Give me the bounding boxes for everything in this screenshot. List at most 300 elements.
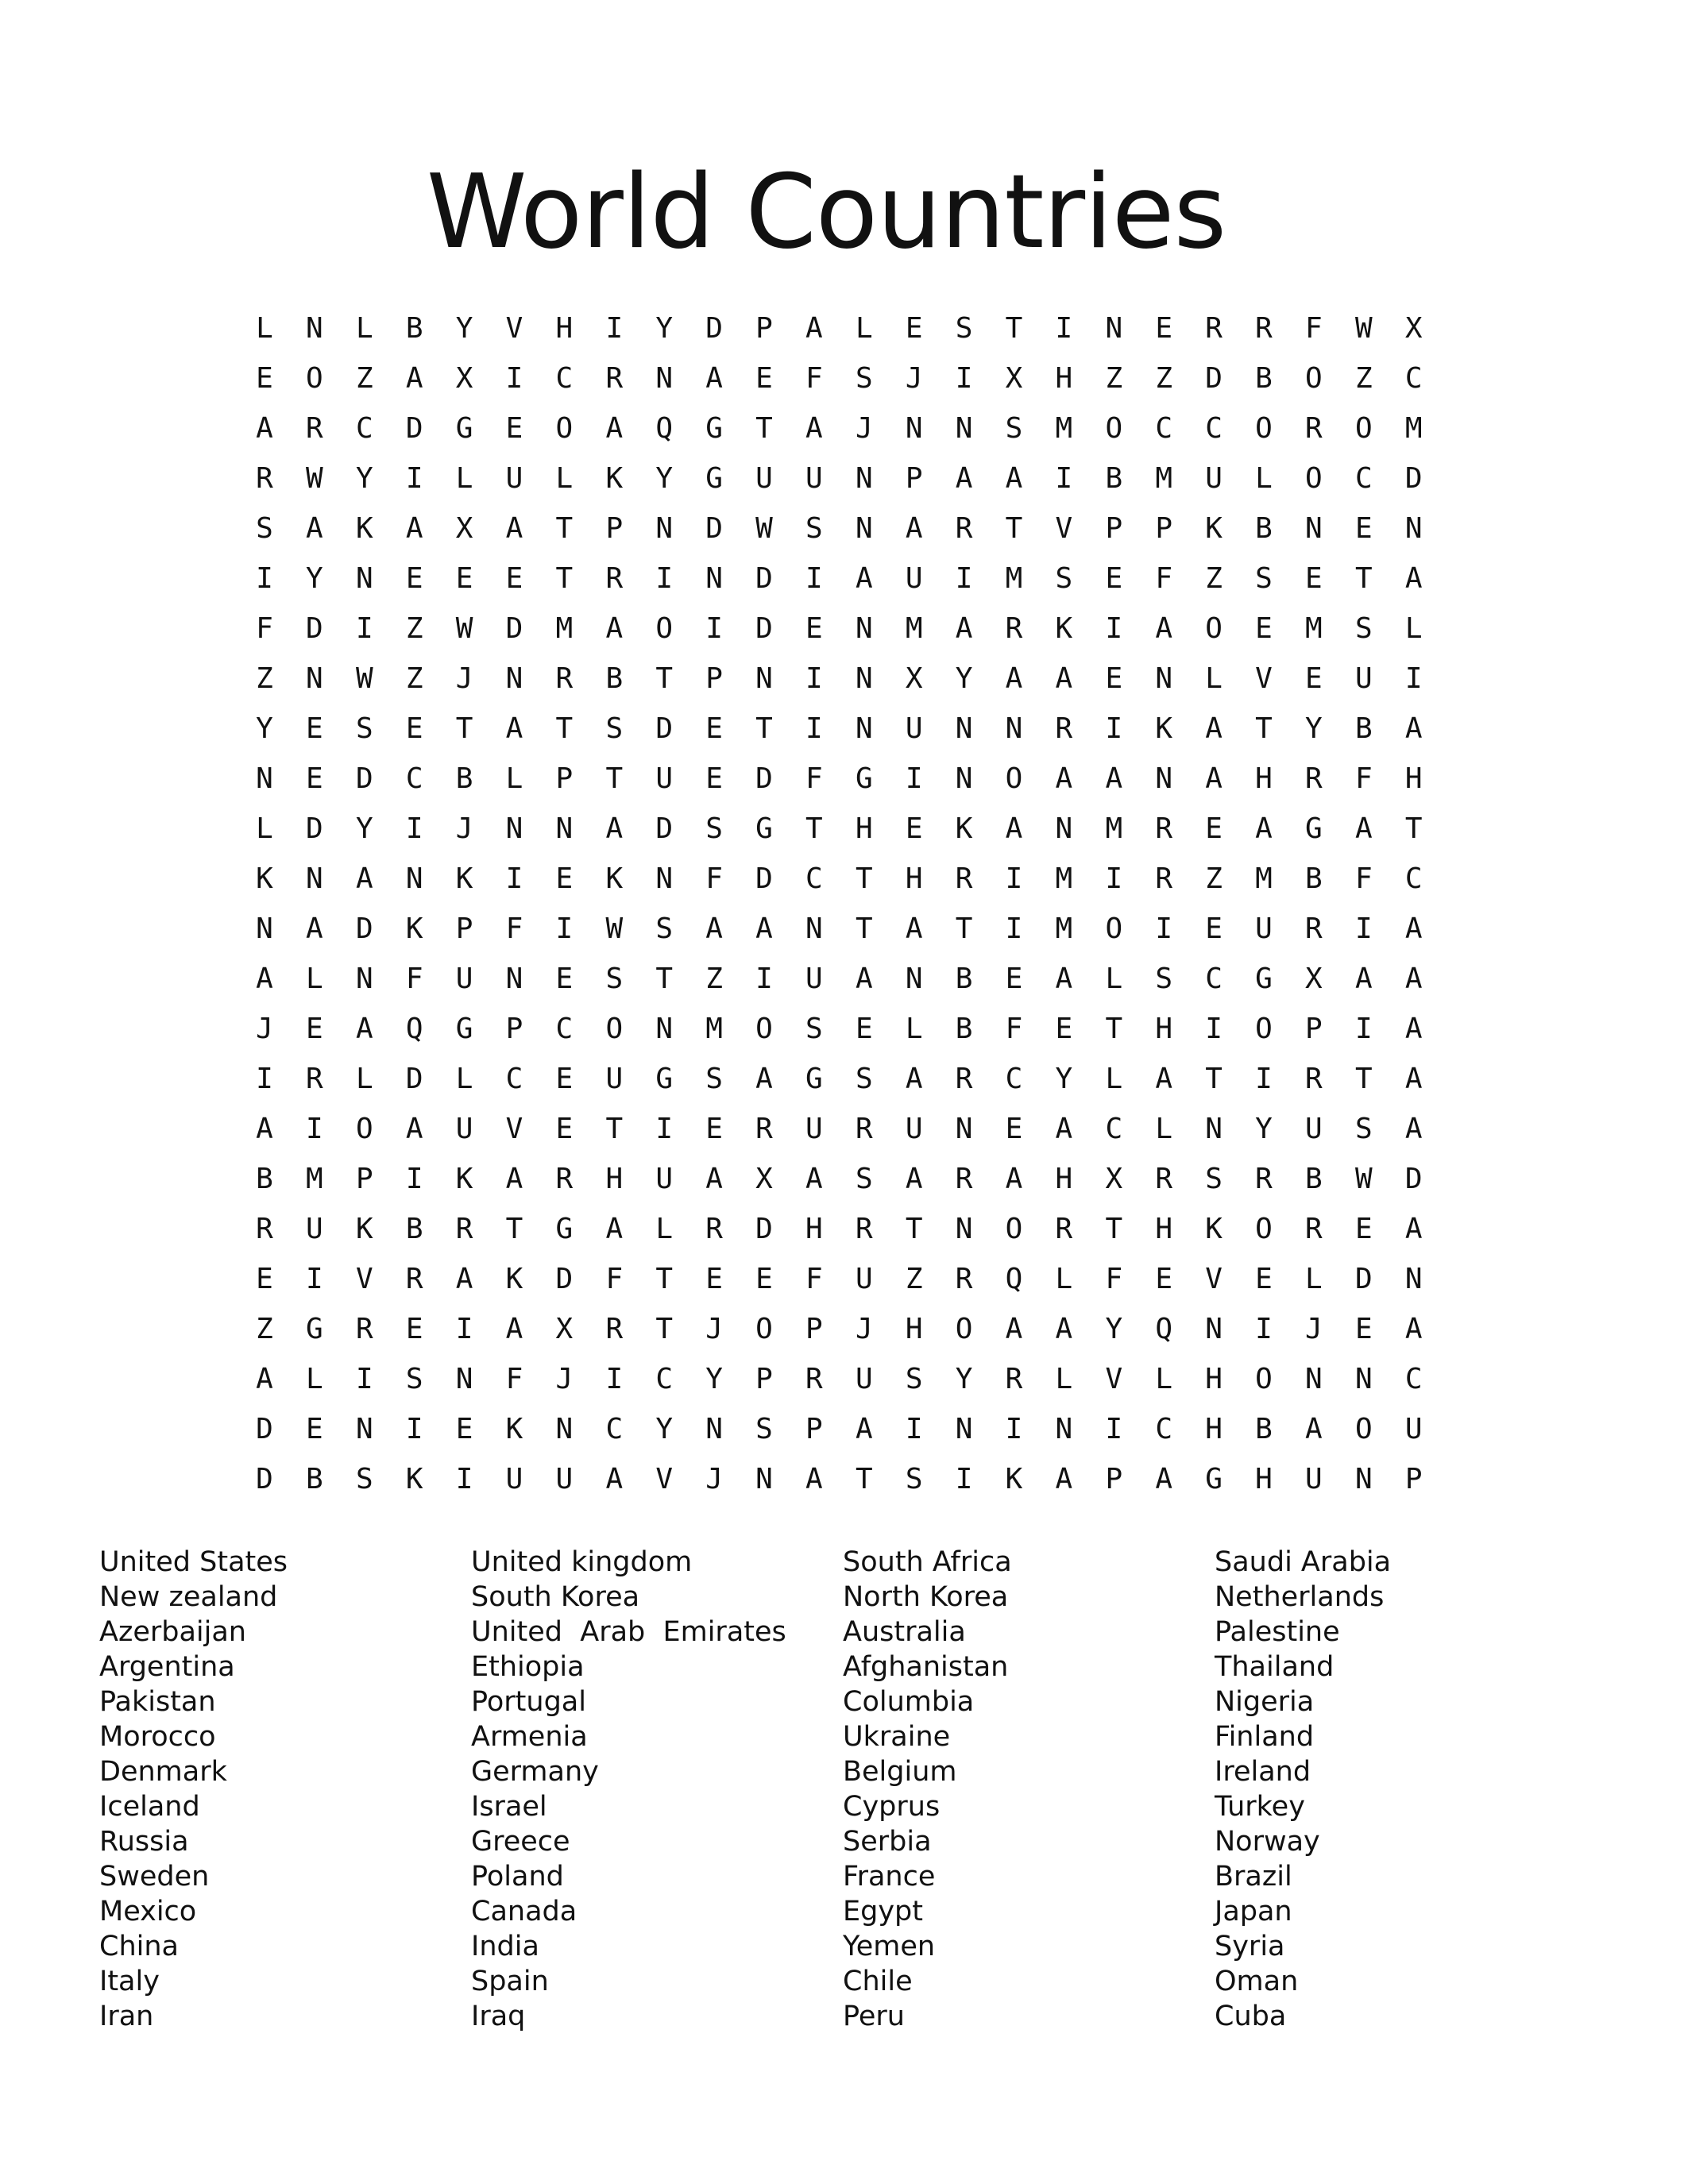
grid-letter[interactable]: I [1105,612,1123,645]
grid-letter[interactable]: U [805,963,823,995]
grid-letter[interactable]: E [1305,662,1323,695]
grid-letter[interactable]: W [1354,1163,1373,1195]
grid-letter[interactable]: U [805,462,823,495]
grid-letter[interactable]: N [555,812,574,845]
grid-letter[interactable]: E [405,712,423,745]
grid-letter[interactable]: C [1155,1413,1173,1445]
grid-letter[interactable]: T [1255,712,1273,745]
grid-letter[interactable]: A [1305,1413,1323,1445]
grid-letter[interactable]: L [1155,1113,1173,1145]
grid-letter[interactable]: J [855,1313,873,1345]
grid-letter[interactable]: D [306,612,323,645]
grid-letter[interactable]: S [1155,963,1173,995]
grid-letter[interactable]: F [405,963,423,995]
grid-letter[interactable]: E [1354,1313,1373,1345]
grid-letter[interactable]: D [355,762,373,795]
grid-letter[interactable]: P [455,913,473,945]
grid-letter[interactable]: Y [1055,1063,1073,1095]
grid-letter[interactable]: B [1105,462,1123,495]
grid-letter[interactable]: E [1105,662,1123,695]
grid-letter[interactable]: W [306,462,323,495]
grid-letter[interactable]: N [705,562,723,595]
grid-letter[interactable]: M [1055,412,1073,445]
grid-letter[interactable]: A [1055,762,1073,795]
grid-letter[interactable]: P [755,1363,773,1395]
grid-letter[interactable]: G [705,462,723,495]
grid-letter[interactable]: E [705,1113,723,1145]
grid-letter[interactable]: L [1255,462,1273,495]
grid-letter[interactable]: N [1155,762,1173,795]
grid-letter[interactable]: E [306,1013,323,1045]
grid-letter[interactable]: N [256,913,273,945]
grid-letter[interactable]: Y [355,462,373,495]
grid-letter[interactable]: L [455,462,473,495]
grid-letter[interactable]: I [705,612,723,645]
grid-letter[interactable]: W [605,913,624,945]
grid-letter[interactable]: C [1105,1113,1123,1145]
grid-letter[interactable]: U [455,1113,473,1145]
grid-letter[interactable]: E [1105,562,1123,595]
grid-letter[interactable]: B [405,1213,423,1245]
grid-letter[interactable]: I [1354,1013,1373,1045]
grid-letter[interactable]: C [355,412,373,445]
grid-letter[interactable]: K [1005,1463,1023,1495]
grid-letter[interactable]: K [405,1463,423,1495]
grid-letter[interactable]: L [306,963,323,995]
grid-letter[interactable]: N [655,862,674,895]
grid-letter[interactable]: A [1155,1463,1173,1495]
grid-letter[interactable]: I [605,1363,624,1395]
grid-letter[interactable]: T [855,862,873,895]
grid-letter[interactable]: D [755,762,773,795]
grid-letter[interactable]: A [1005,812,1023,845]
grid-letter[interactable]: N [306,862,323,895]
grid-letter[interactable]: J [555,1363,574,1395]
grid-letter[interactable]: E [1354,1213,1373,1245]
grid-letter[interactable]: T [1005,512,1023,545]
grid-letter[interactable]: A [405,1113,423,1145]
grid-letter[interactable]: A [1354,812,1373,845]
grid-letter[interactable]: A [455,1263,473,1295]
grid-letter[interactable]: T [605,1113,624,1145]
grid-letter[interactable]: E [855,1013,873,1045]
grid-letter[interactable]: A [1055,1463,1073,1495]
grid-letter[interactable]: A [855,562,873,595]
grid-letter[interactable]: Y [455,312,473,345]
grid-letter[interactable]: N [355,963,373,995]
grid-letter[interactable]: M [306,1163,323,1195]
grid-letter[interactable]: H [1255,1463,1273,1495]
grid-letter[interactable]: S [755,1413,773,1445]
grid-letter[interactable]: J [1305,1313,1323,1345]
grid-letter[interactable]: L [855,312,873,345]
grid-letter[interactable]: J [455,662,473,695]
grid-letter[interactable]: U [1404,1413,1423,1445]
grid-letter[interactable]: A [1205,712,1223,745]
grid-letter[interactable]: E [905,812,923,845]
grid-letter[interactable]: O [1255,1363,1273,1395]
grid-letter[interactable]: N [955,762,973,795]
grid-letter[interactable]: I [505,362,523,395]
grid-letter[interactable]: E [455,1413,473,1445]
grid-letter[interactable]: T [555,562,574,595]
grid-letter[interactable]: D [1205,362,1223,395]
grid-letter[interactable]: N [655,512,674,545]
grid-letter[interactable]: U [1354,662,1373,695]
grid-letter[interactable]: K [605,862,624,895]
grid-letter[interactable]: I [905,762,923,795]
grid-letter[interactable]: L [1305,1263,1323,1295]
grid-letter[interactable]: N [1305,1363,1323,1395]
grid-letter[interactable]: T [555,712,574,745]
grid-letter[interactable]: C [1155,412,1173,445]
grid-letter[interactable]: P [755,312,773,345]
grid-letter[interactable]: B [955,963,973,995]
grid-letter[interactable]: S [256,512,273,545]
grid-letter[interactable]: T [1354,1063,1373,1095]
grid-letter[interactable]: R [805,1363,823,1395]
grid-letter[interactable]: S [705,1063,723,1095]
grid-letter[interactable]: C [605,1413,624,1445]
grid-letter[interactable]: K [605,462,624,495]
grid-letter[interactable]: R [1305,762,1323,795]
grid-letter[interactable]: R [455,1213,473,1245]
grid-letter[interactable]: R [355,1313,373,1345]
grid-letter[interactable]: V [1055,512,1073,545]
grid-letter[interactable]: S [955,312,973,345]
grid-letter[interactable]: U [655,1163,674,1195]
grid-letter[interactable]: D [405,412,423,445]
grid-letter[interactable]: S [655,913,674,945]
grid-letter[interactable]: O [655,612,674,645]
grid-letter[interactable]: O [1305,362,1323,395]
grid-letter[interactable]: I [805,662,823,695]
grid-letter[interactable]: S [1354,1113,1373,1145]
grid-letter[interactable]: E [1354,512,1373,545]
grid-letter[interactable]: E [256,362,273,395]
grid-letter[interactable]: R [1005,612,1023,645]
grid-letter[interactable]: G [1255,963,1273,995]
grid-letter[interactable]: P [1404,1463,1423,1495]
grid-letter[interactable]: F [1005,1013,1023,1045]
grid-letter[interactable]: N [355,562,373,595]
grid-letter[interactable]: S [1005,412,1023,445]
grid-letter[interactable]: K [256,862,273,895]
grid-letter[interactable]: E [1005,1113,1023,1145]
grid-letter[interactable]: B [955,1013,973,1045]
grid-letter[interactable]: A [256,1363,273,1395]
grid-letter[interactable]: O [755,1013,773,1045]
grid-letter[interactable]: N [655,1013,674,1045]
grid-letter[interactable]: F [705,862,723,895]
grid-letter[interactable]: C [805,862,823,895]
grid-letter[interactable]: P [805,1413,823,1445]
grid-letter[interactable]: V [1105,1363,1123,1395]
grid-letter[interactable]: N [855,712,873,745]
grid-letter[interactable]: L [505,762,523,795]
grid-letter[interactable]: A [355,1013,373,1045]
grid-letter[interactable]: R [855,1113,873,1145]
grid-letter[interactable]: I [1005,913,1023,945]
grid-letter[interactable]: N [855,462,873,495]
grid-letter[interactable]: R [955,1063,973,1095]
grid-letter[interactable]: A [306,913,323,945]
grid-letter[interactable]: A [1005,462,1023,495]
grid-letter[interactable]: E [1155,1263,1173,1295]
grid-letter[interactable]: U [1255,913,1273,945]
grid-letter[interactable]: E [1055,1013,1073,1045]
grid-letter[interactable]: C [405,762,423,795]
grid-letter[interactable]: K [455,862,473,895]
grid-letter[interactable]: R [1255,312,1273,345]
grid-letter[interactable]: T [1354,562,1373,595]
grid-letter[interactable]: Y [655,1413,674,1445]
grid-letter[interactable]: X [1005,362,1023,395]
grid-letter[interactable]: A [1404,1113,1423,1145]
grid-letter[interactable]: B [256,1163,273,1195]
grid-letter[interactable]: A [605,612,624,645]
grid-letter[interactable]: I [1105,862,1123,895]
grid-letter[interactable]: T [755,412,773,445]
grid-letter[interactable]: I [955,1463,973,1495]
grid-letter[interactable]: A [1404,1313,1423,1345]
grid-letter[interactable]: N [1404,1263,1423,1295]
grid-letter[interactable]: M [1305,612,1323,645]
grid-letter[interactable]: V [1205,1263,1223,1295]
grid-letter[interactable]: I [1205,1013,1223,1045]
grid-letter[interactable]: R [555,1163,574,1195]
grid-letter[interactable]: B [1255,362,1273,395]
grid-letter[interactable]: I [955,562,973,595]
grid-letter[interactable]: L [1055,1363,1073,1395]
grid-letter[interactable]: I [1055,462,1073,495]
grid-letter[interactable]: I [1005,1413,1023,1445]
grid-letter[interactable]: R [1155,1163,1173,1195]
grid-letter[interactable]: H [1205,1363,1223,1395]
grid-letter[interactable]: O [1005,762,1023,795]
grid-letter[interactable]: Q [655,412,674,445]
grid-letter[interactable]: A [1404,1063,1423,1095]
grid-letter[interactable]: C [555,362,574,395]
grid-letter[interactable]: C [1205,963,1223,995]
grid-letter[interactable]: O [1205,612,1223,645]
grid-letter[interactable]: X [555,1313,574,1345]
grid-letter[interactable]: N [705,1413,723,1445]
grid-letter[interactable]: A [505,1163,523,1195]
grid-letter[interactable]: Q [405,1013,423,1045]
grid-letter[interactable]: I [455,1463,473,1495]
grid-letter[interactable]: P [1105,1463,1123,1495]
grid-letter[interactable]: L [1404,612,1423,645]
grid-letter[interactable]: Y [355,812,373,845]
grid-letter[interactable]: F [1105,1263,1123,1295]
grid-letter[interactable]: C [1404,362,1423,395]
grid-letter[interactable]: X [1404,312,1423,345]
grid-letter[interactable]: I [905,1413,923,1445]
grid-letter[interactable]: Y [655,312,674,345]
grid-letter[interactable]: N [1404,512,1423,545]
grid-letter[interactable]: A [705,362,723,395]
grid-letter[interactable]: R [1255,1163,1273,1195]
grid-letter[interactable]: X [905,662,923,695]
grid-letter[interactable]: U [905,1113,923,1145]
grid-letter[interactable]: Z [256,662,273,695]
grid-letter[interactable]: F [605,1263,624,1295]
grid-letter[interactable]: F [256,612,273,645]
grid-letter[interactable]: A [1205,762,1223,795]
grid-letter[interactable]: E [505,562,523,595]
grid-letter[interactable]: C [1404,862,1423,895]
grid-letter[interactable]: N [1354,1363,1373,1395]
grid-letter[interactable]: L [1055,1263,1073,1295]
grid-letter[interactable]: E [755,1263,773,1295]
grid-letter[interactable]: H [1155,1013,1173,1045]
grid-letter[interactable]: U [455,963,473,995]
grid-letter[interactable]: K [505,1263,523,1295]
grid-letter[interactable]: Y [256,712,273,745]
grid-letter[interactable]: N [1354,1463,1373,1495]
grid-letter[interactable]: X [455,362,473,395]
grid-letter[interactable]: A [306,512,323,545]
grid-letter[interactable]: P [1105,512,1123,545]
grid-letter[interactable]: D [655,812,674,845]
grid-letter[interactable]: S [355,712,373,745]
grid-letter[interactable]: G [1205,1463,1223,1495]
grid-letter[interactable]: D [405,1063,423,1095]
grid-letter[interactable]: O [1354,412,1373,445]
grid-letter[interactable]: S [855,1163,873,1195]
grid-letter[interactable]: M [705,1013,723,1045]
grid-letter[interactable]: E [306,1413,323,1445]
grid-letter[interactable]: A [905,1163,923,1195]
grid-letter[interactable]: E [555,1113,574,1145]
grid-letter[interactable]: N [256,762,273,795]
grid-letter[interactable]: G [855,762,873,795]
grid-letter[interactable]: E [555,963,574,995]
grid-letter[interactable]: C [655,1363,674,1395]
grid-letter[interactable]: A [405,362,423,395]
grid-letter[interactable]: W [455,612,473,645]
grid-letter[interactable]: A [1404,1213,1423,1245]
grid-letter[interactable]: Q [1155,1313,1173,1345]
grid-letter[interactable]: J [705,1313,723,1345]
grid-letter[interactable]: K [405,913,423,945]
grid-letter[interactable]: M [1105,812,1123,845]
grid-letter[interactable]: U [605,1063,624,1095]
grid-letter[interactable]: D [755,862,773,895]
grid-letter[interactable]: A [905,1063,923,1095]
grid-letter[interactable]: D [555,1263,574,1295]
grid-letter[interactable]: A [1255,812,1273,845]
grid-letter[interactable]: T [605,762,624,795]
grid-letter[interactable]: O [1255,1213,1273,1245]
grid-letter[interactable]: N [955,1113,973,1145]
grid-letter[interactable]: I [1005,862,1023,895]
grid-letter[interactable]: T [1005,312,1023,345]
grid-letter[interactable]: I [555,913,574,945]
grid-letter[interactable]: E [256,1263,273,1295]
grid-letter[interactable]: R [955,1163,973,1195]
grid-letter[interactable]: U [555,1463,574,1495]
grid-letter[interactable]: E [805,612,823,645]
grid-letter[interactable]: M [1005,562,1023,595]
grid-letter[interactable]: S [905,1363,923,1395]
grid-letter[interactable]: A [905,512,923,545]
grid-letter[interactable]: R [1155,862,1173,895]
grid-letter[interactable]: G [455,1013,473,1045]
grid-letter[interactable]: I [505,862,523,895]
grid-letter[interactable]: A [805,1463,823,1495]
grid-letter[interactable]: A [1404,913,1423,945]
grid-letter[interactable]: Y [1105,1313,1123,1345]
grid-letter[interactable]: N [655,362,674,395]
grid-letter[interactable]: N [855,612,873,645]
grid-letter[interactable]: L [455,1063,473,1095]
grid-letter[interactable]: T [1105,1213,1123,1245]
grid-letter[interactable]: Z [1205,562,1223,595]
grid-letter[interactable]: E [405,562,423,595]
grid-letter[interactable]: A [256,412,273,445]
grid-letter[interactable]: F [805,762,823,795]
grid-letter[interactable]: E [1205,812,1223,845]
grid-letter[interactable]: B [1354,712,1373,745]
grid-letter[interactable]: D [306,812,323,845]
grid-letter[interactable]: L [306,1363,323,1395]
grid-letter[interactable]: W [755,512,773,545]
grid-letter[interactable]: T [555,512,574,545]
grid-letter[interactable]: N [955,712,973,745]
grid-letter[interactable]: D [1404,462,1423,495]
grid-letter[interactable]: A [1005,1163,1023,1195]
grid-letter[interactable]: R [955,512,973,545]
grid-letter[interactable]: L [1155,1363,1173,1395]
grid-letter[interactable]: B [1305,1163,1323,1195]
grid-letter[interactable]: Y [955,662,973,695]
grid-letter[interactable]: E [755,362,773,395]
grid-letter[interactable]: I [1105,1413,1123,1445]
grid-letter[interactable]: A [1404,1013,1423,1045]
grid-letter[interactable]: C [1404,1363,1423,1395]
grid-letter[interactable]: U [1205,462,1223,495]
grid-letter[interactable]: O [1105,412,1123,445]
grid-letter[interactable]: M [555,612,574,645]
grid-letter[interactable]: O [1354,1413,1373,1445]
grid-letter[interactable]: K [455,1163,473,1195]
grid-letter[interactable]: N [306,312,323,345]
grid-letter[interactable]: O [555,412,574,445]
grid-letter[interactable]: T [655,1313,674,1345]
grid-letter[interactable]: V [1255,662,1273,695]
grid-letter[interactable]: N [1055,812,1073,845]
grid-letter[interactable]: H [555,312,574,345]
grid-letter[interactable]: Y [1255,1113,1273,1145]
grid-letter[interactable]: N [955,412,973,445]
grid-letter[interactable]: P [1305,1013,1323,1045]
grid-letter[interactable]: K [1205,1213,1223,1245]
grid-letter[interactable]: M [1404,412,1423,445]
grid-letter[interactable]: S [1055,562,1073,595]
grid-letter[interactable]: E [555,1063,574,1095]
grid-letter[interactable]: I [1404,662,1423,695]
grid-letter[interactable]: A [1055,963,1073,995]
grid-letter[interactable]: G [655,1063,674,1095]
grid-letter[interactable]: E [505,412,523,445]
grid-letter[interactable]: S [805,1013,823,1045]
grid-letter[interactable]: K [1055,612,1073,645]
grid-letter[interactable]: D [1404,1163,1423,1195]
grid-letter[interactable]: L [355,1063,373,1095]
grid-letter[interactable]: O [355,1113,373,1145]
